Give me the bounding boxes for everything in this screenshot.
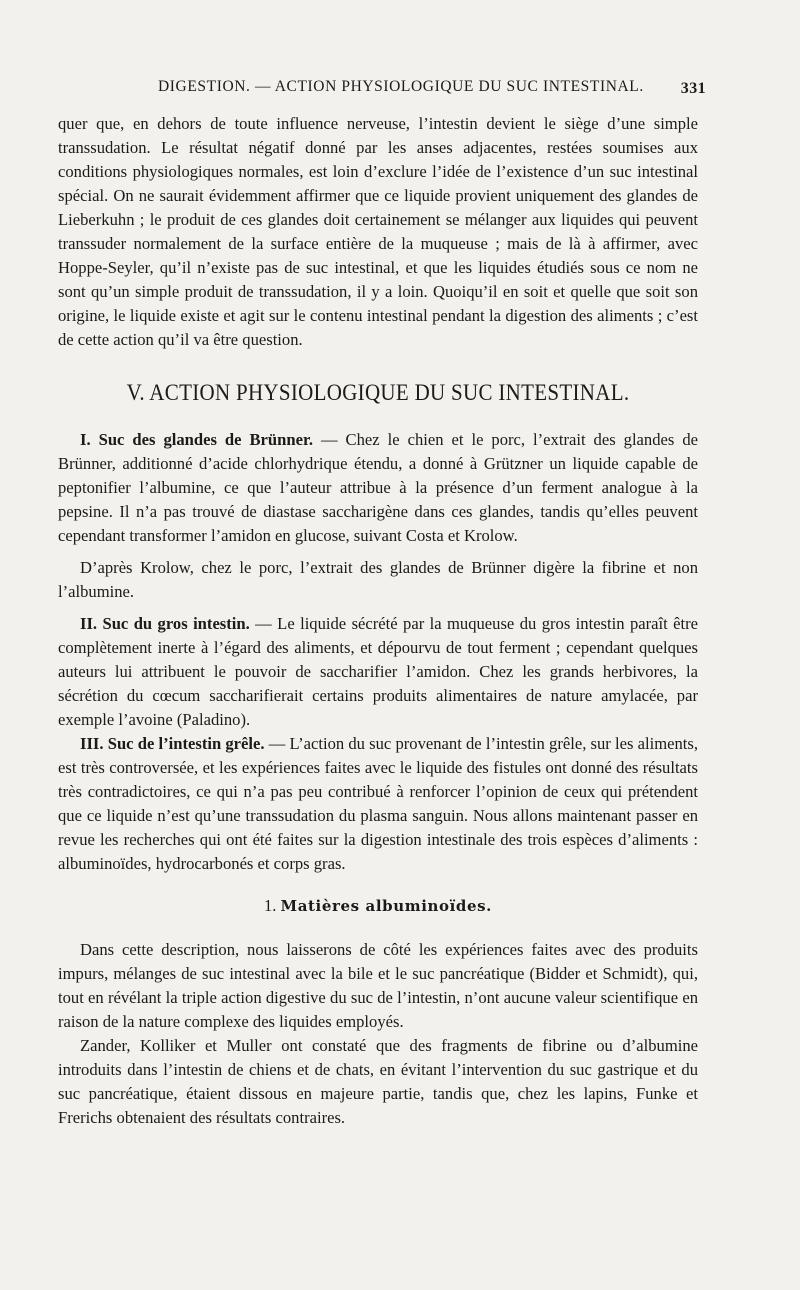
page-number: 331 <box>680 80 706 97</box>
subhead-brunner: I. Suc des glandes de Brünner. <box>80 430 313 449</box>
paragraph-brunner <box>58 428 698 548</box>
subhead-gros-intestin: II. Suc du gros intestin. <box>80 614 250 633</box>
page-body <box>58 112 698 1130</box>
subsection-title <box>58 894 698 918</box>
paragraph-description: Dans cette description, nous laisserons de côté les expériences faites avec des produits impurs, mélanges de suc intestinal avec la bile et le suc pancréatique (Bidder et Schmidt), qui, tout en révélant la triple action digestive du suc de l’intestin, n’ont aucune valeur scientifique en raison de la nature complexe des liquides employés. <box>58 940 698 1031</box>
paragraph-zander: Zander, Kolliker et Muller ont constaté que des fragments de fibrine ou d’albumine introduits dans l’intestin de chiens et de chats, en évitant l’intervention du suc gastrique et du suc pancréatique, étaient dissous en majeure partie, tandis que, chez les lapins, Funke et Frerichs obtenaient des résultats contraires. <box>58 1036 698 1127</box>
subsection-heading: Matières albuminoïdes. <box>280 897 492 915</box>
paragraph-intestin-grele <box>58 732 698 876</box>
subsection-number: 1. <box>264 896 277 915</box>
intro-paragraph: quer que, en dehors de toute influence nerveuse, l’intestin devient le siège d’une simple transsudation. Le résultat négatif donné par les anses adjacentes, restées soumises aux conditions physiologiques normales, est loin d’exclure l’idée de l’existence d’un suc intestinal spécial. On ne saurait évidemment affirmer que ce liquide provient uniquement des glandes de Lieberkuhn ; le produit de ces glandes doit certainement se mélanger aux liquides qui peuvent transsuder normalement de la surface entière de la muqueuse ; mais de là à affirmer, avec Hoppe-Seyler, qu’il n’existe pas de suc intestinal, et que les liquides étudiés sous ce nom ne sont qu’un simple produit de transsudation, il y a loin. Quoiqu’il en soit et quelle que soit son origine, le liquide existe et agit sur le contenu intestinal pendant la digestion des aliments ; c’est de cette action qu’il va être question. <box>58 114 698 349</box>
running-title: DIGESTION. — ACTION PHYSIOLOGIQUE DU SUC INTESTINAL. <box>158 78 644 95</box>
paragraph-krolow: D’après Krolow, chez le porc, l’extrait des glandes de Brünner digère la fibrine et non l’albumine. <box>58 558 698 601</box>
paragraph-gros-intestin-text: — Le liquide sécrété par la muqueuse du gros intestin paraît être complètement inerte à l’égard des aliments, et dépourvu de tout ferment ; cependant quelques auteurs lui attribuent le pouvoir de saccharifier l’amidon. Chez les grands herbivores, la sécrétion du cœcum saccharifierait certains produits alimentaires de nature amylacée, par exemple l’avoine (Paladino). <box>58 614 698 729</box>
subhead-intestin-grele: III. Suc de l’intestin grêle. <box>80 734 265 753</box>
paragraph-gros-intestin <box>58 612 698 732</box>
section-title: V. ACTION PHYSIOLOGIQUE DU SUC INTESTINAL. <box>126 378 630 406</box>
paragraph-intestin-grele-text: — L’action du suc provenant de l’intestin grêle, sur les aliments, est très controversée, et les expériences faites avec le liquide des fistules ont donné des résultats très contradictoires, ce qui n’a pas peu contribué à renforcer l’opinion de ceux qui prétendent que ce liquide n’est qu’une transsudation du plasma sanguin. Nous allons maintenant passer en revue les recherches qui ont été faites sur la digestion intestinale des trois espèces d’aliments : albuminoïdes, hydrocarbonés et corps gras. <box>58 734 698 873</box>
paragraph-brunner-text: — Chez le chien et le porc, l’extrait des glandes de Brünner, additionné d’acide chlorhydrique étendu, a donné à Grützner un liquide capable de peptonifier l’albumine, ce que l’auteur attribue à la présence d’un ferment analogue à la pepsine. Il n’a pas trouvé de diastase saccharigène dans ces glandes, tandis qu’elles peuvent cependant transformer l’amidon en glucose, suivant Costa et Krolow. <box>58 430 698 545</box>
